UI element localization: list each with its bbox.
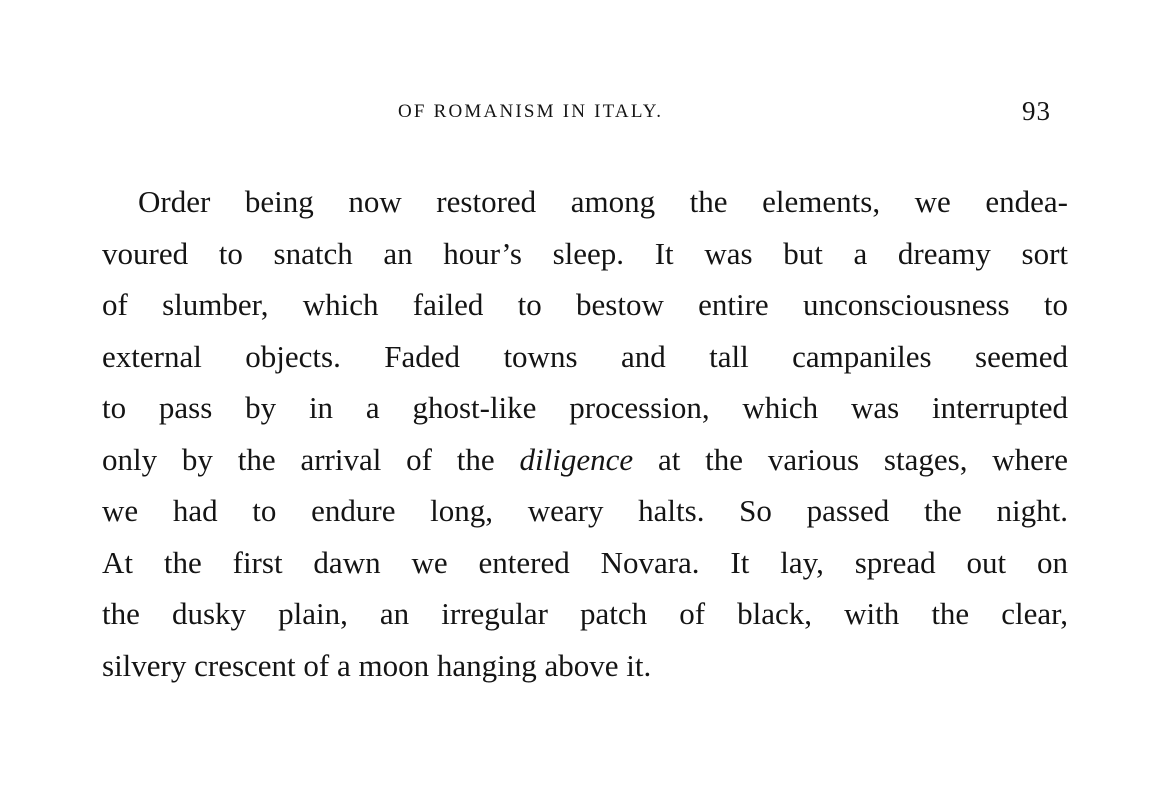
text-line: silvery crescent of a moon hanging above it. xyxy=(102,647,652,683)
text-line: Order being now restored among the elements, we endea- xyxy=(138,184,1068,219)
text-line: to pass by in a ghost-like procession, which was interrupted xyxy=(102,390,1068,425)
text-segment: only by the arrival of the xyxy=(102,441,520,477)
text-line: we had to endure long, weary halts. So passed the night. xyxy=(102,493,1068,528)
italic-word: diligence xyxy=(519,441,634,477)
running-title: OF ROMANISM IN ITALY. xyxy=(398,101,664,122)
text-line: voured to snatch an hour’s sleep. It was but a dreamy sort xyxy=(102,235,1068,271)
text-segment: at the various stages, where xyxy=(633,441,1068,477)
text-line xyxy=(102,438,1068,490)
text-line: At the first dawn we entered Novara. It lay, spread out on xyxy=(102,544,1068,580)
body-paragraph xyxy=(102,180,1068,695)
text-line: the dusky plain, an irregular patch of black, with the clear, xyxy=(102,596,1068,631)
text-line: external objects. Faded towns and tall campaniles seemed xyxy=(102,338,1068,374)
page-number: 93 xyxy=(1022,96,1051,126)
text-line: of slumber, which failed to bestow entire unconsciousness to xyxy=(102,287,1068,322)
